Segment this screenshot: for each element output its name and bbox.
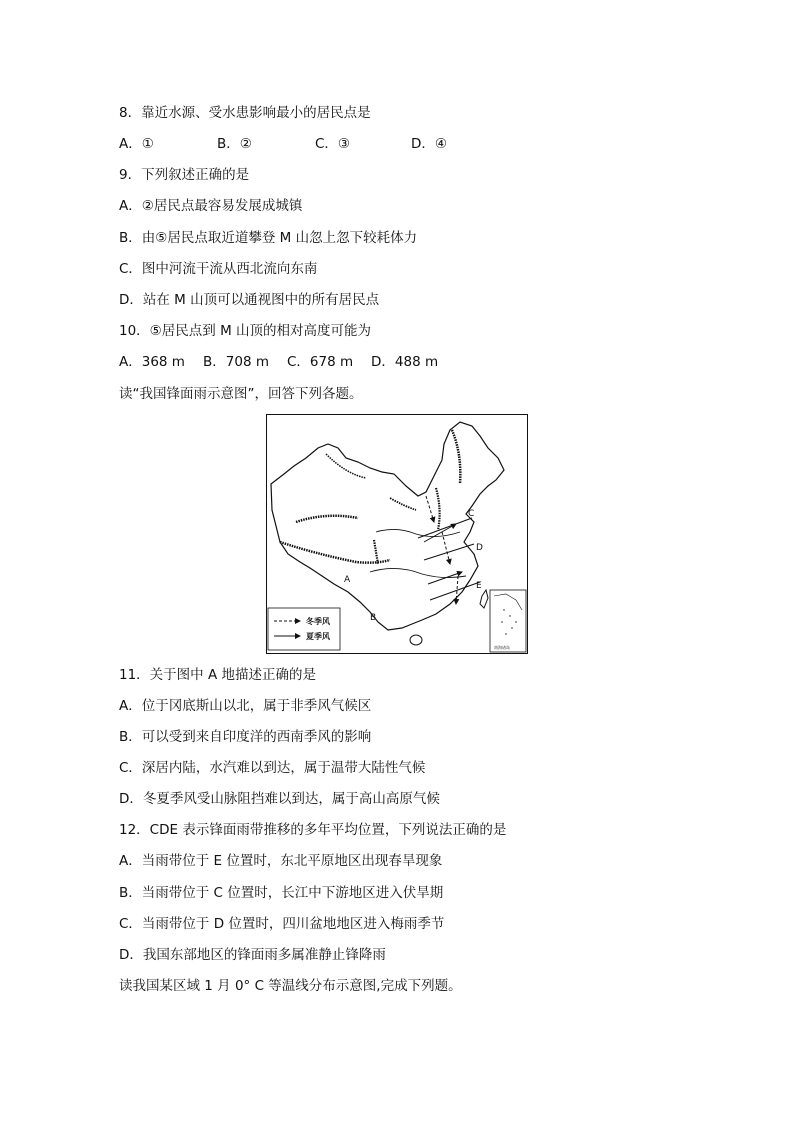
hainan-island [410,635,422,645]
south-china-sea-inset [490,590,526,652]
question-12-stem: 12．CDE 表示锋面雨带推移的多年平均位置，下列说法正确的是 [119,822,507,838]
map-label-e: E [476,581,482,591]
inset-label: 南海诸岛 [494,645,510,650]
map-label-b: B [370,613,377,623]
map-label-a: A [344,575,351,585]
legend-summer-monsoon: 夏季风 [306,632,330,641]
q8-option-a: A．① [119,136,154,152]
map-label-d: D [476,543,483,553]
question-10-stem: 10．⑤居民点到 M 山顶的相对高度可能为 [119,323,372,339]
q12-option-a: A．当雨带位于 E 位置时，东北平原地区出现春旱现象 [119,853,443,869]
q11-option-d: D．冬夏季风受山脉阻挡难以到达，属于高山高原气候 [119,791,440,807]
question-9-stem: 9．下列叙述正确的是 [119,167,250,183]
map-legend [268,608,340,650]
legend-winter-monsoon: 冬季风 [306,617,330,626]
intro-frontal-rain: 读“我国锋面雨示意图”，回答下列各题。 [119,386,363,402]
q11-option-b: B．可以受到来自印度洋的西南季风的影响 [119,729,372,745]
q12-option-d: D．我国东部地区的锋面雨多属准静止锋降雨 [119,947,386,963]
q8-option-c: C．③ [315,136,351,152]
china-frontal-rain-map [266,414,528,654]
question-11-stem: 11．关于图中 A 地描述正确的是 [119,667,316,683]
map-label-c: C [468,509,475,519]
q8-option-d: D．④ [411,136,447,152]
q11-option-a: A．位于冈底斯山以北，属于非季风气候区 [119,698,372,714]
q9-option-a: A．②居民点最容易发展成城镇 [119,198,303,214]
q9-option-d: D．站在 M 山顶可以通视图中的所有居民点 [119,292,380,308]
q10-option-d: D．488 m [371,354,439,370]
q11-option-c: C．深居内陆，水汽难以到达，属于温带大陆性气候 [119,760,426,776]
q10-option-b: B．708 m [203,354,269,370]
q8-option-b: B．② [217,136,252,152]
q10-option-c: C．678 m [287,354,354,370]
q9-option-b: B．由⑤居民点取近道攀登 M 山忽上忽下较耗体力 [119,230,418,246]
q12-option-b: B．当雨带位于 C 位置时，长江中下游地区进入伏旱期 [119,885,444,901]
intro-isotherm: 读我国某区域 1 月 0° C 等温线分布示意图,完成下列题。 [119,978,462,994]
question-8-stem: 8．靠近水源、受水患影响最小的居民点是 [119,105,371,121]
q12-option-c: C．当雨带位于 D 位置时，四川盆地地区进入梅雨季节 [119,916,445,932]
q9-option-c: C．图中河流干流从西北流向东南 [119,261,318,277]
q10-option-a: A．368 m [119,354,185,370]
